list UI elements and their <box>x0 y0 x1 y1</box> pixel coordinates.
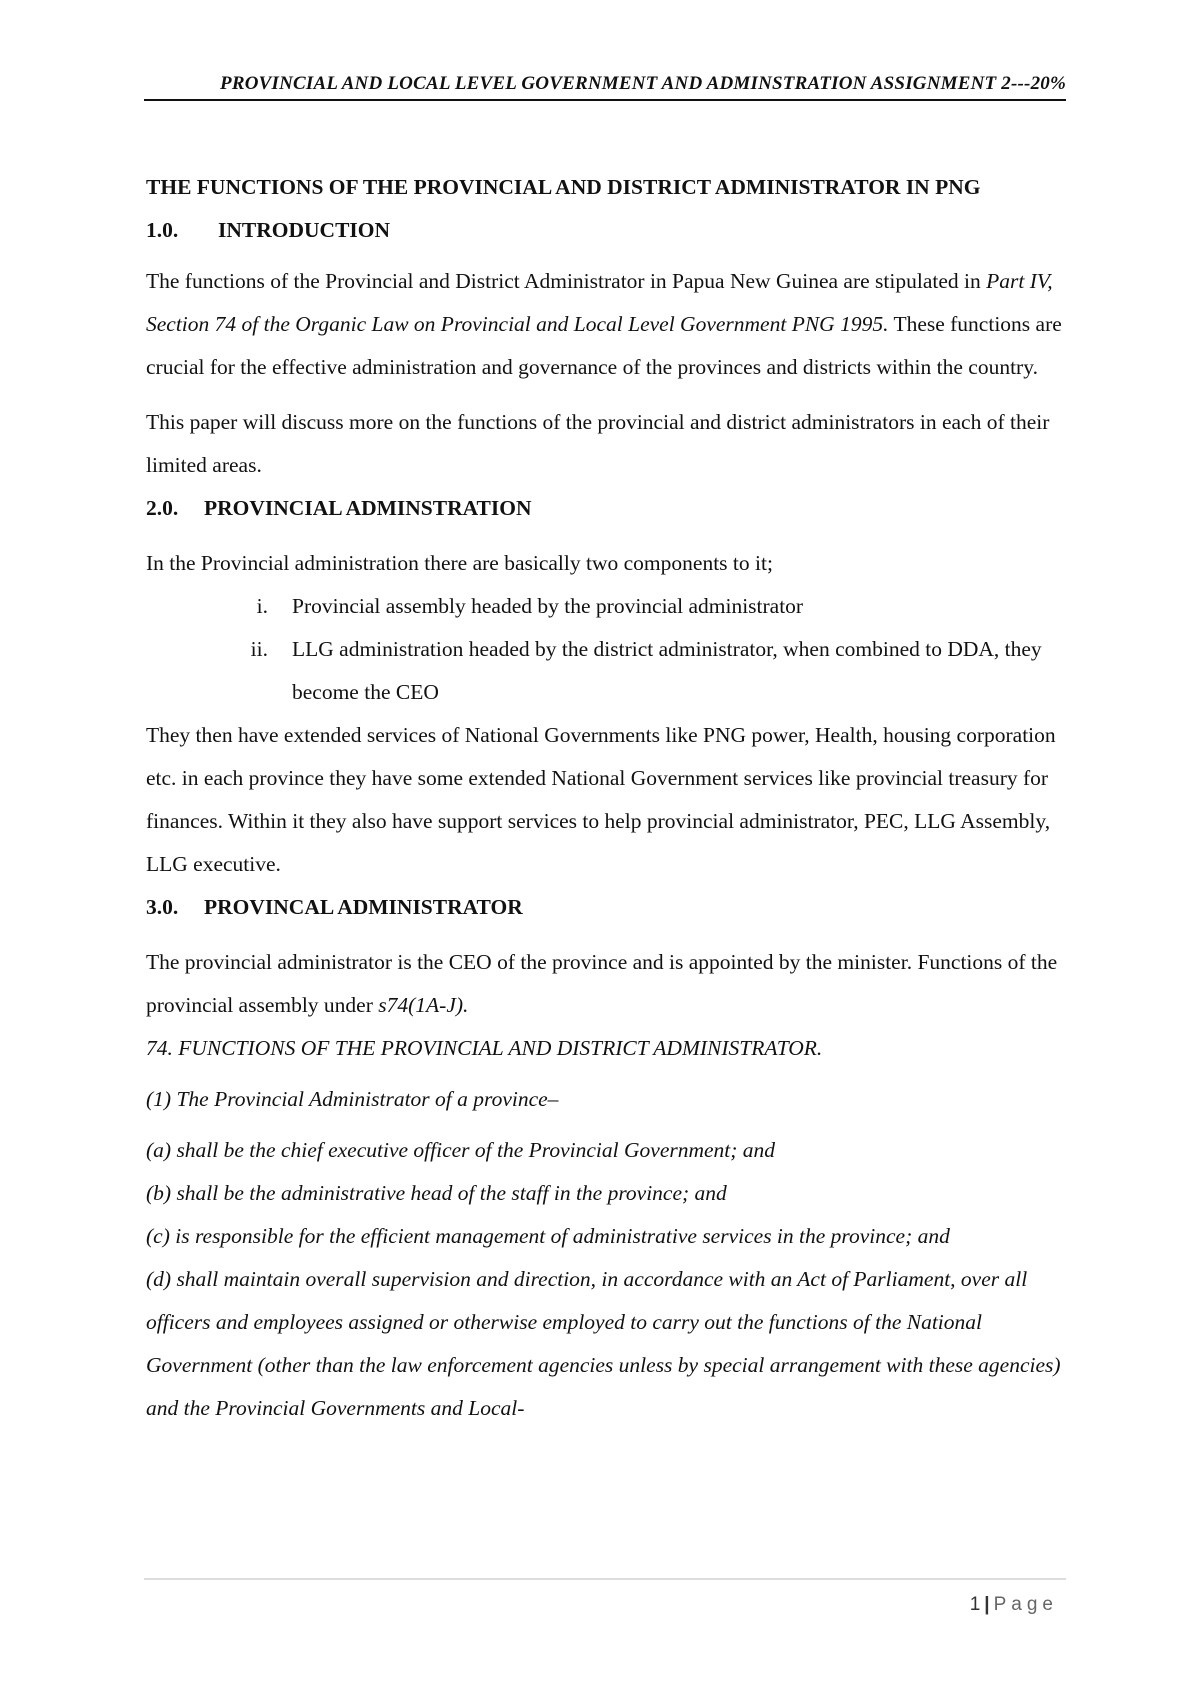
section-heading-provincial-administration <box>146 487 1066 530</box>
page-number-value: 1 <box>969 1594 981 1615</box>
section-number: 1.0. <box>146 218 179 242</box>
section-title: PROVINCIAL ADMINSTRATION <box>204 496 532 520</box>
page-label: Page <box>993 1594 1058 1615</box>
document-body <box>146 166 1066 1430</box>
law-clause-a: (a) shall be the chief executive officer of the Provincial Government; and <box>146 1138 776 1162</box>
intro-law-reference: Part IV, Section 74 of the Organic Law on Provincial and Local Level Government PNG 1995. <box>146 269 1053 336</box>
list-item <box>146 628 1066 714</box>
law-clause-b: (b) shall be the administrative head of the staff in the province; and <box>146 1181 727 1205</box>
page-separator: | <box>984 1594 990 1615</box>
list-marker: i. <box>256 594 268 618</box>
law-clause-d: (d) shall maintain overall supervision and direction, in accordance with an Act of Parliament, over all officers and employees assigned or otherwise employed to carry out the functions of the National Government (other than the law enforcement agencies unless by special arrangement with these agencies) and the Provincial Governments and Local- <box>146 1267 1061 1420</box>
page-footer <box>144 1578 1066 1615</box>
law-subsection-1: (1) The Provincial Administrator of a province– <box>146 1087 559 1111</box>
page-header <box>144 72 1066 101</box>
section-title: INTRODUCTION <box>218 218 391 242</box>
section-heading-provincal-administrator <box>146 886 1066 929</box>
section-number: 2.0. <box>146 496 179 520</box>
intro-paragraph-1 <box>146 260 1066 389</box>
components-list <box>146 585 1066 714</box>
provincial-admin-lead: In the Provincial administration there are basically two components to it; <box>146 551 773 575</box>
list-item-text: Provincial assembly headed by the provincial administrator <box>292 594 804 618</box>
administrator-text: The provincial administrator is the CEO of the province and is appointed by the minister. Functions of the provincial assembly under <box>146 950 1058 1017</box>
section-reference: s74(1A-J). <box>378 993 469 1017</box>
list-item <box>146 585 1066 628</box>
section-number: 3.0. <box>146 895 179 919</box>
intro-text-a: The functions of the Provincial and District Administrator in Papua New Guinea are stipulated in <box>146 269 987 293</box>
list-item-text: LLG administration headed by the district administrator, when combined to DDA, they become the CEO <box>292 637 1042 704</box>
extended-services-paragraph: They then have extended services of National Governments like PNG power, Health, housing corporation etc. in each province they have some extended National Government services like provincial treasury for finances. Within it they also have support services to help provincial administrator, PEC, LLG Assembly, LLG executive. <box>146 723 1056 876</box>
list-marker: ii. <box>250 637 268 661</box>
administrator-paragraph <box>146 941 1066 1027</box>
section-heading-introduction <box>146 209 1066 252</box>
intro-text-b: These functions are crucial for the effective administration and governance of the provinces and districts within the country. <box>146 312 1062 379</box>
intro-paragraph-2: This paper will discuss more on the functions of the provincial and district administrators in each of their limited areas. <box>146 410 1050 477</box>
section-title: PROVINCAL ADMINISTRATOR <box>204 895 523 919</box>
document-title: THE FUNCTIONS OF THE PROVINCIAL AND DISTRICT ADMINISTRATOR IN PNG <box>146 175 981 199</box>
header-text: PROVINCIAL AND LOCAL LEVEL GOVERNMENT AND ADMINSTRATION ASSIGNMENT 2---20% <box>220 73 1066 94</box>
page-number <box>970 1594 1058 1616</box>
law-section-heading: 74. FUNCTIONS OF THE PROVINCIAL AND DISTRICT ADMINISTRATOR. <box>146 1036 823 1060</box>
law-clause-c: (c) is responsible for the efficient management of administrative services in the province; and <box>146 1224 950 1248</box>
